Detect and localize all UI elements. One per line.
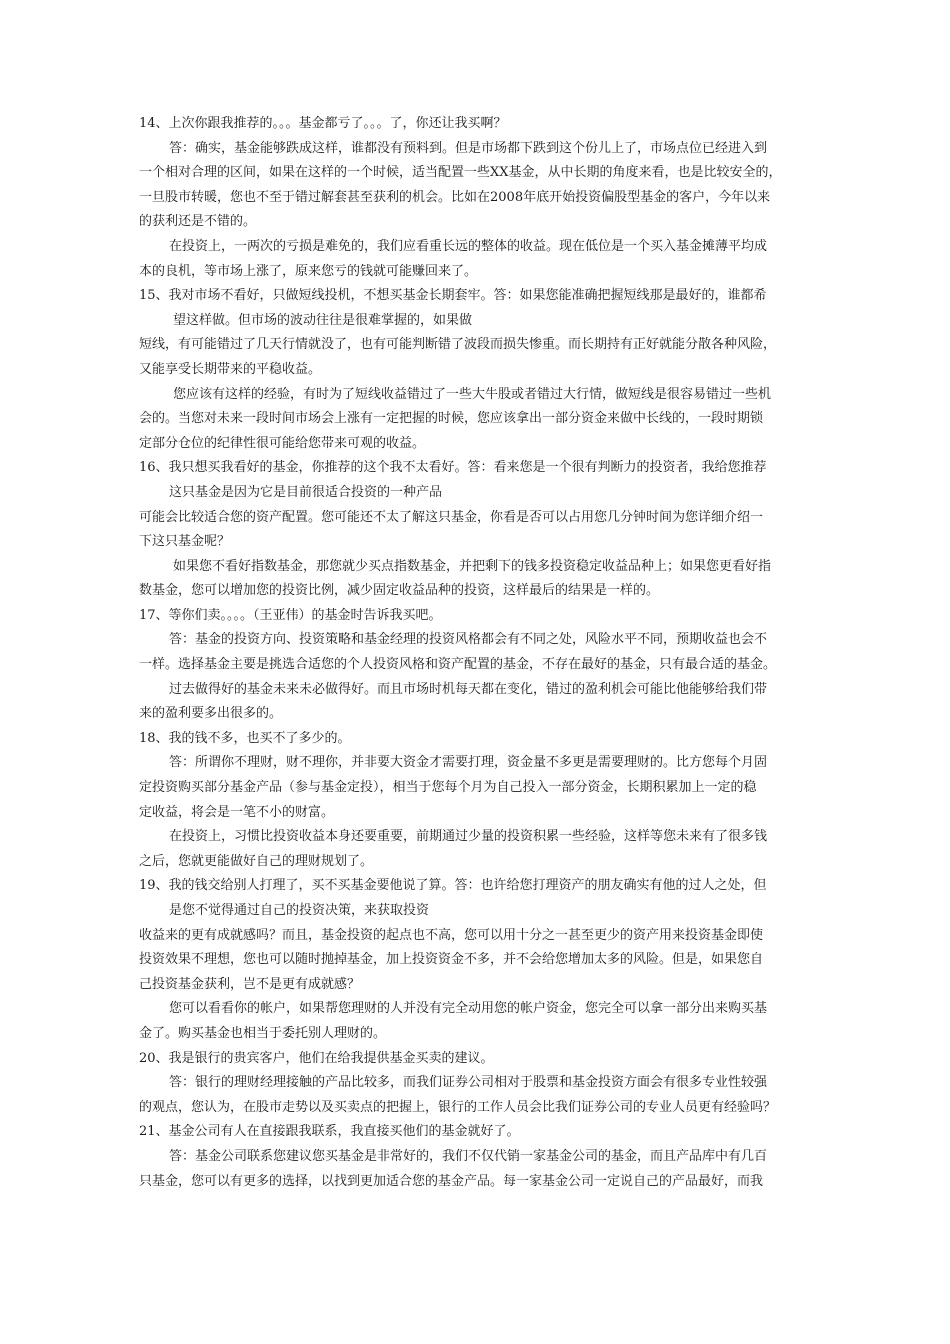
text-line: 的获利还是不错的。 <box>139 214 257 230</box>
text-line: 下这只基金呢？ <box>139 534 231 550</box>
question-15: 15、我对市场不看好，只做短线投机，不想买基金长期套牢。答：如果您能准确把握短线那是最好的，谁都希 <box>139 288 767 304</box>
question-18: 18、我的钱不多，也买不了多少的。 <box>139 730 351 746</box>
question-17: 17、等你们卖。。。。（王亚伟）的基金时告诉我买吧。 <box>139 607 442 623</box>
text-line: 一旦股市转暖，您也不至于错过解套甚至获利的机会。比如在2008年底开始投资偏股型基金的客户，今年以来 <box>139 189 771 205</box>
text-line: 己投资基金获利，岂不是更有成就感？ <box>139 976 361 992</box>
text-line: 定投资购买部分基金产品（参与基金定投），相当于您每个月为自己投入一部分资金，长期积累加上一定的稳 <box>139 780 757 796</box>
text-line: 收益来的更有成就感吗？而且，基金投资的起点也不高，您可以用十分之一甚至更少的资产用来投资基金即使 <box>139 927 764 943</box>
answer-17: 答：基金的投资方向、投资策略和基金经理的投资风格都会有不同之处，风险水平不同，预期收益也会不 <box>169 632 768 648</box>
text-line: 来的盈利要多出很多的。 <box>139 706 283 722</box>
text-line: 一个相对合理的区间，如果在这样的一个时候，适当配置一些XX基金，从中长期的角度来看，也是比较安全的， <box>139 165 782 181</box>
paragraph-start: 过去做得好的基金未来未必做得好。而且市场时机每天都在变化，错过的盈利机会可能比他能够给我们带 <box>169 681 768 697</box>
text-line: 的观点，您认为，在股市走势以及买卖点的把握上，银行的工作人员会比我们证券公司的专业人员更有经验吗？ <box>139 1099 777 1115</box>
text-line: 可能会比较适合您的资产配置。您可能还不太了解这只基金，你看是否可以占用您几分钟时间为您详细介绍一 <box>139 509 764 525</box>
text-line: 又能享受长期带来的平稳收益。 <box>139 361 322 377</box>
question-14: 14、上次你跟我推荐的。。。基金都亏了。。。了，你还让我买啊？ <box>139 116 507 131</box>
text-line: 投资效果不理想，您也可以随时抛掉基金，加上投资资金不多，并不会给您增加太多的风险。但是，如果您自 <box>139 952 764 968</box>
text-line: 金了。购买基金也相当于委托别人理财的。 <box>139 1025 387 1041</box>
text-line: 本的良机，等市场上涨了，原来您亏的钱就可能赚回来了。 <box>139 263 478 279</box>
answer-14: 答：确实，基金能够跌成这样，谁都没有预料到。但是市场都下跌到这个份儿上了，市场点位已经进入到 <box>169 140 768 156</box>
paragraph-start: 您应该有这样的经验，有时为了短线收益错过了一些大牛股或者错过大行情，做短线是很容易错过一些机 <box>173 386 772 402</box>
text-line: 定部分仓位的纪律性很可能给您带来可观的收益。 <box>139 435 426 451</box>
text-line: 一样。选择基金主要是挑选合适您的个人投资风格和资产配置的基金，不存在最好的基金，只有最合适的基金。 <box>139 657 777 673</box>
text-line: 是您不觉得通过自己的投资决策，来获取投资 <box>169 903 430 918</box>
paragraph-start: 您可以看看你的帐户，如果帮您理财的人并没有完全动用您的帐户资金，您完全可以拿一部分出来购买基 <box>169 1001 768 1017</box>
text-line: 只基金，您可以有更多的选择，以找到更加适合您的基金产品。每一家基金公司一定说自己的产品最好，而我 <box>139 1173 764 1189</box>
text-line: 这只基金是因为它是目前很适合投资的一种产品 <box>169 484 443 500</box>
question-20: 20、我是银行的贵宾客户，他们在给我提供基金买卖的建议。 <box>139 1050 494 1066</box>
document-body <box>139 112 819 1194</box>
paragraph-start: 在投资上，习惯比投资收益本身还要重要，前期通过少量的投资积累一些经验，这样等您未来有了很多钱 <box>169 829 768 845</box>
paragraph-start: 如果您不看好指数基金，那您就少买点指数基金，并把剩下的钱多投资稳定收益品种上；如果您更看好指 <box>173 558 772 574</box>
question-16: 16、我只想买我看好的基金，你推荐的这个我不太看好。答：看来您是一个很有判断力的投资者，我给您推荐 <box>139 460 767 476</box>
text-line: 数基金，您可以增加您的投资比例，减少固定收益品种的投资，这样最后的结果是一样的。 <box>139 583 660 599</box>
answer-21: 答：基金公司联系您建议您买基金是非常好的，我们不仅代销一家基金公司的基金，而且产品库中有几百 <box>169 1148 768 1164</box>
text-line: 定收益，将会是一笔不小的财富。 <box>139 804 335 820</box>
answer-20: 答：银行的理财经理接触的产品比较多，而我们证券公司相对于股票和基金投资方面会有很多专业性较强 <box>169 1075 768 1091</box>
text-line: 会的。当您对未来一段时间市场会上涨有一定把握的时候，您应该拿出一部分资金来做中长线的，一段时期锁 <box>139 411 764 427</box>
text-line: 望这样做。但市场的波动往往是很难掌握的，如果做 <box>173 312 473 328</box>
paragraph-start: 在投资上，一两次的亏损是难免的，我们应看重长远的整体的收益。现在低位是一个买入基金摊薄平均成 <box>169 238 768 254</box>
text-line: 短线，有可能错过了几天行情就没了，也有可能判断错了波段而损失惨重。而长期持有正好就能分散各种风险， <box>139 337 777 353</box>
question-21: 21、基金公司有人在直接跟我联系，我直接买他们的基金就好了。 <box>139 1124 520 1140</box>
question-19: 19、我的钱交给别人打理了，买不买基金要他说了算。答：也许给您打理资产的朋友确实有他的过人之处，但 <box>139 878 767 894</box>
text-line: 之后，您就更能做好自己的理财规划了。 <box>139 853 374 869</box>
answer-18: 答：所谓你不理财，财不理你，并非要大资金才需要打理，资金量不多更是需要理财的。比方您每个月固 <box>169 755 768 771</box>
